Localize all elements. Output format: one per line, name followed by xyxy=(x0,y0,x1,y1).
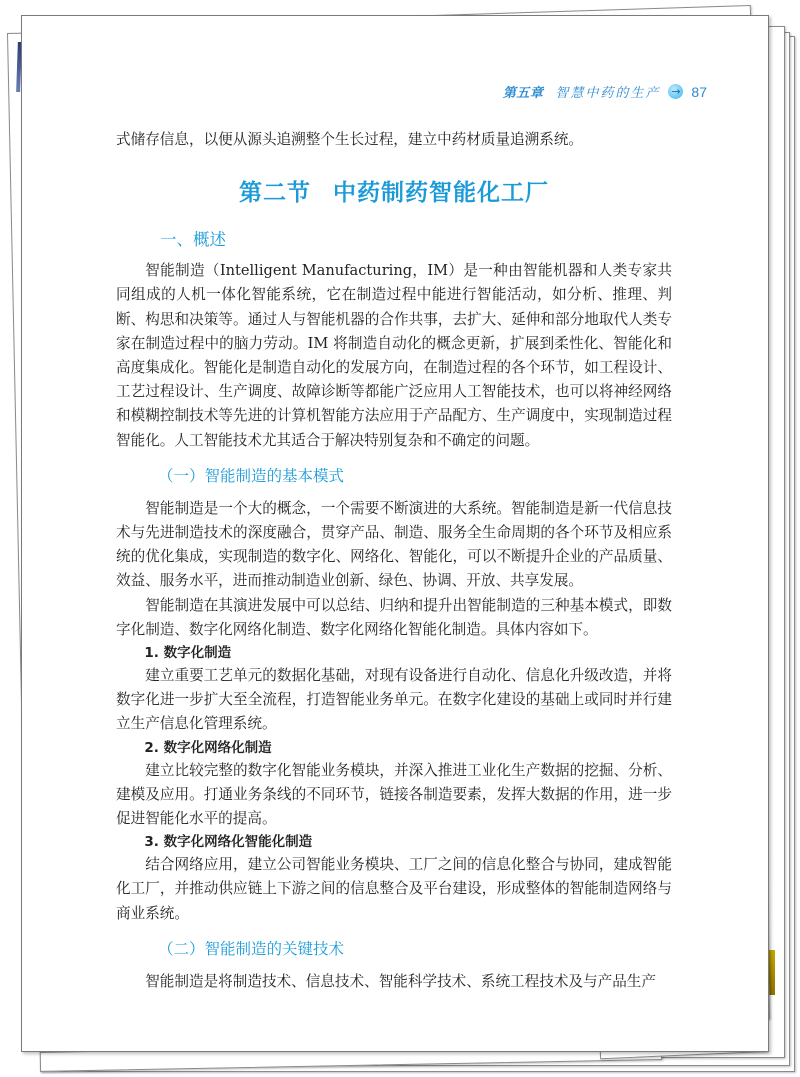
key-tech-paragraph: 智能制造是将制造技术、信息技术、智能科学技术、系统工程技术及与产品生产 xyxy=(145,972,656,990)
mode-title-digital: 1. 数字化制造 xyxy=(144,645,232,662)
subsection-heading-basic-modes: （一）智能制造的基本模式 xyxy=(158,466,345,485)
mode-text-intelligent: 结合网络应用，建立公司智能业务模块、工厂之间的信息化整合与协同，建成智能化工厂，并推动供应链上下游之间的信息整合及平台建设，形成整体的智能制造网络与商业系统。 xyxy=(116,856,672,922)
page-accent-strip xyxy=(769,950,775,995)
arrow-right-icon: → xyxy=(668,84,683,99)
overview-paragraph: 智能制造（Intelligent Manufacturing，IM）是一种由智能机器和人类专家共同组成的人机一体化智能系统，它在制造过程中能进行智能活动，如分析、推理、判断、构思和决策等。通过人与智能机器的合作共事，去扩大、延伸和部分地取代人类专家在制造过程中的脑力劳动。IM 将制造自动化的概念更新，扩展到柔性化、智能化和高度集成化。智能化是制造自动化的发展方向，在制造过程的各个环节，如工程设计、工艺过程设计、生产调度、故障诊断等都能广泛应用人工智能技术，也可以将神经网络和模糊控制技术等先进的计算机智能方法应用于产品配方、生产调度中，实现制造过程智能化。人工智能技术尤其适合于解决特别复杂和不确定的问题。 xyxy=(116,262,672,449)
section-heading: 中药制药智能化工厂 xyxy=(333,180,549,207)
mode-title-networked: 2. 数字化网络化制造 xyxy=(144,739,272,756)
section-number: 第二节 xyxy=(239,180,311,207)
subsection-heading-key-tech: （二）智能制造的关键技术 xyxy=(158,939,345,958)
chapter-title: 智慧中药的生产 xyxy=(555,86,661,101)
page-number: 87 xyxy=(691,83,707,100)
continuation-paragraph: 式储存信息，以便从源头追溯整个生长过程，建立中药材质量追溯系统。 xyxy=(116,131,584,148)
paragraph: 智能制造在其演进发展中可以总结、归纳和提升出智能制造的三种基本模式，即数字化制造、数字化网络化制造、数字化网络化智能化制造。具体内容如下。 xyxy=(116,596,672,638)
mode-text-digital: 建立重要工艺单元的数据化基础，对现有设备进行自动化、信息化升级改造，并将数字化进一步扩大至全流程，打造智能业务单元。在数字化建设的基础上或同时并行建立生产信息化管理系统。 xyxy=(116,667,672,733)
heading-overview: 一、概述 xyxy=(160,230,226,250)
paragraph: 智能制造是一个大的概念，一个需要不断演进的大系统。智能制造是新一代信息技术与先进制造技术的深度融合，贯穿产品、制造、服务全生命周期的各个环节及相应系统的优化集成，实现制造的数字化、网络化、智能化，可以不断提升企业的产品质量、效益、服务水平，进而推动制造业创新、绿色、协调、开放、共享发展。 xyxy=(116,499,672,590)
page-content xyxy=(116,128,672,994)
running-header xyxy=(503,82,707,101)
mode-text-networked: 建立比较完整的数字化智能业务模块，并深入推进工业化生产数据的挖掘、分析、建模及应用。打通业务条线的不同环节，链接各制造要素，发挥大数据的作用，进一步促进智能化水平的提高。 xyxy=(116,761,672,828)
section-title xyxy=(116,174,672,207)
chapter-label: 第五章 xyxy=(502,86,544,101)
mode-title-intelligent: 3. 数字化网络化智能化制造 xyxy=(144,834,313,851)
